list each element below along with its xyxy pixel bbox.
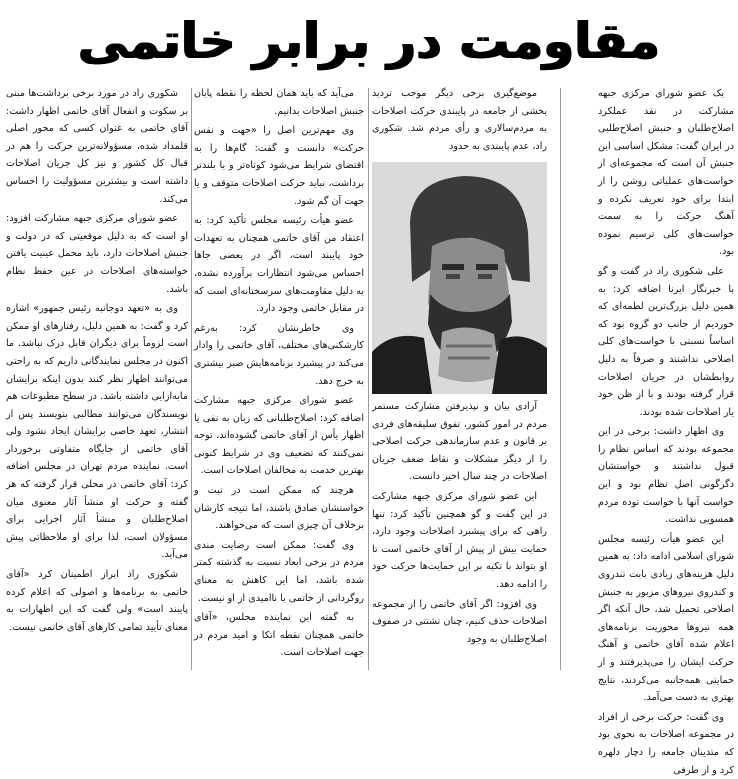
headline: مقاومت در برابر خاتمی [78, 12, 660, 70]
paragraph: وی خاطرنشان کرد: به‌رغم کارشکنی‌های مختلف، آقای خاتمی را وادار می‌کند در پیشبرد برنامه‌هایش صبر بیشتری به خرج دهد. [194, 322, 364, 387]
paragraph: علی شکوری راد در گفت و گو با خبرنگار ایرنا اضافه کرد: به همین دلیل بزرگ‌ترین لطمه‌ای که خوردیم از جانب دو گروه بود که اساساً نسبتی با خواست‌های کلی اصلاحی نداشتند و صرفاً به دلیل روابطشان در جریان اصلاحات قرار گرفته بودند و با از ظن خود یار اصلاحات شده بودند. [598, 265, 734, 418]
paragraph: وی گفت: حرکت برخی از افراد در مجموعه اصلاحات به نحوی بود که متدینان جامعه را دچار دلهره کرد و از طرفی [598, 711, 734, 776]
column-divider [191, 88, 192, 670]
column-divider [560, 88, 561, 670]
paragraph: وی مهم‌ترین اصل را «جهت و نفس حرکت» دانست و گفت: گام‌ها را به اقتضای شرایط می‌شود کوتاه‌تر و یا بلندتر برداشت، نباید حرکت اصلاحات متوقف و یا جهت آن گم شود. [194, 125, 364, 207]
paragraph: شکوری راد در مورد برخی برداشت‌ها مبنی بر سکوت و انفعال آقای خاتمی اظهار داشت: آقای خاتمی به عنوان کسی که محور اصلی قلمداد شده، مسؤولانه‌ترین حرکت را هم در قبال کل کشور و نیز کل جریان اصلاحات داشته است و بیشترین مسؤولیت را احساس می‌کند. [6, 88, 188, 205]
article-column-1 [598, 85, 734, 776]
paragraph: هرچند که ممکن است در نیت و خواستشان صادق باشند، اما نتیجه کارشان برخلاف آن چیزی است که می‌خواهند. [194, 485, 364, 532]
paragraph: وی گفت: ممکن است رضایت مندی مردم در برخی ابعاد نسبت به گذشته کمتر شده باشد، اما این کاهش به معنای روگردانی از خاتمی یا ناامیدی از او نیست. [194, 539, 364, 604]
paragraph: عضو شورای مرکزی جبهه مشارکت افزود: او است که به دلیل موقعیتی که در دولت و جنبش اصلاحات دارد، باید محمل عینیت یافتن خواسته‌های اصلاحات در عین حفظ نظام باشد. [6, 213, 188, 295]
paragraph: می‌آید که باید همان لحظه را نقطه پایان جنبش اصلاحات بدانیم. [194, 88, 364, 117]
paragraph: موضع‌گیری برخی دیگر موجب تردید بخشی از جامعه در پایبندی حرکت اصلاحات به مردم‌سالاری و رأی مردم شد. شکوری راد، عدم پایبندی به حدود [372, 88, 547, 152]
article-column-4 [6, 85, 188, 673]
portrait-image [372, 162, 547, 394]
paragraph: عضو شورای مرکزی جبهه مشارکت اضافه کرد: اصلاح‌طلبانی که زبان به نفی یا اظهار یأس از آقای خاتمی گشوده‌اند، توجه نمی‌کنند که تضعیف وی در شرایط کنونی بهترین خدمت به مخالفان اصلاحات است. [194, 395, 364, 477]
paragraph: وی افزود: اگر آقای خاتمی را از مجموعه اصلاحات حذف کنیم، چنان تشتتی در صفوف اصلاح‌طلبان به وجود [372, 598, 547, 645]
paragraph: به گفته این نماینده مجلس، «آقای خاتمی همچنان نقطه اتکا و امید مردم در جهت اصلاحات است. [194, 612, 364, 659]
paragraph: وی به «تعهد دوجانبه رئیس جمهور» اشاره کرد و گفت: به همین دلیل، رفتارهای او ممکن است لزوماً برای دیگران قابل درک نباشد. ما اکنون در مجلس نمایندگانی داریم که به راحتی می‌توانند اظهار نظر کنند بدون اینکه برایشان مابه‌ازایی داشته باشد. در سطح مطبوعات هم نویسندگان می‌توانند مطالبی بنویسند پس از انتشار، تعهد خاصی برایشان ایجاد نشود ولی آقای خاتمی از جایگاه متفاوتی برخوردار است. نماینده مردم تهران در مجلس اضافه کرد: آقای خاتمی در محلی قرار گرفته که هر گفته و حرکت او منشأ آثار معنوی میان اصلاح‌طلبان و منشأ آثار اجرایی برای مسؤولان است، لذا برای او ملاحظاتی پیش می‌آید. [6, 303, 188, 561]
article-column-2-top [372, 85, 547, 161]
paragraph: یک عضو شورای مرکزی جبهه مشارکت در نقد عملکرد اصلاح‌طلبان و جنبش اصلاح‌طلبی در ایران گفت: مشکل اساسی این جنبش آن است که مجموعه‌ای از خواست‌های عملیاتی روشن را از ابتدا برای خود تعریف نکرده و آهنگ حرکت را به سمت خواست‌های کلی ترسیم نموده بود. [598, 88, 734, 258]
article-column-2-bottom [372, 398, 547, 673]
article-column-3 [194, 85, 364, 673]
paragraph: این عضو هیأت رئیسه مجلس شورای اسلامی ادامه داد: به همین دلیل هزینه‌های زیادی بابت تندروی و کندروی نیروهای مزبور به جنبش اصلاحی تحمیل شد، حال آنکه اگر همه نیروها محوریت برنامه‌های اعلام شده آقای خاتمی و آهنگ حرکت ایشان را می‌پذیرفتند و از حمایتی همه‌جانبه می‌کردند، نتایج بهتری به دست می‌آمد. [598, 533, 734, 704]
paragraph: عضو هیأت رئیسه مجلس تأکید کرد: به اعتقاد من آقای خاتمی همچنان به تعهدات خود پایبند است، اگر در بعضی جاها احساس می‌شود انتظارات برآورده نشده، به دلیل مقاومت‌های سرسختانه‌ای است که در مقابل خاتمی وجود دارد. [194, 215, 364, 315]
portrait-photo [372, 162, 547, 394]
column-divider [368, 88, 369, 670]
paragraph: وی اظهار داشت: برخی در این مجموعه بودند که اساس نظام را قبول نداشتند و خواستشان دگرگونی اصل نظام بود و این خواست آنها با خواست توده مردم همسویی نداشت. [598, 426, 734, 526]
paragraph: آزادی بیان و نپذیرفتن مشارکت مستمر مردم در امور کشور، تفوق سلیقه‌های فردی بر قانون و عدم سازماندهی حرکت اصلاحی را از دیگر مشکلات و نقاط ضعف جریان اصلاحات در چند سال اخیر دانست. [372, 401, 547, 483]
paragraph: شکوری راد ابراز اطمینان کرد «آقای خاتمی به برنامه‌ها و اصولی که اعلام کرده پایبند است» ولی گفت که این اظهارات به معنای تأیید تمامی کارهای آقای خاتمی نیست. [6, 569, 188, 633]
paragraph: این عضو شورای مرکزی جبهه مشارکت در این گفت و گو همچنین تأکید کرد: تنها راهی که برای پیشبرد اصلاحات وجود دارد، حمایت بیش از پیش از آقای خاتمی است تا او بتواند با تکیه بر این حمایت‌ها حرکت خود را ادامه دهد. [372, 490, 547, 590]
